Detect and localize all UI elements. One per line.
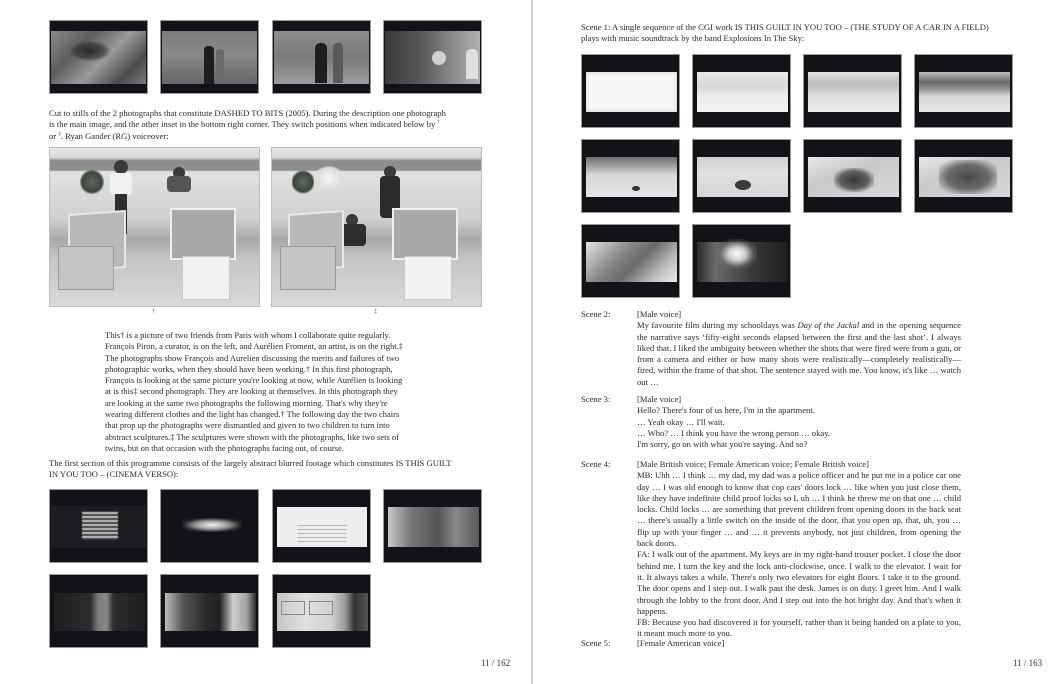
right-page xyxy=(533,0,1059,684)
scene-3-voice: [Male voice] xyxy=(637,394,682,404)
scene-4-voice: [Male British voice; Female American voice; Female British voice] xyxy=(637,459,869,469)
film-still-street-crowd xyxy=(49,20,148,94)
scene-3-line: I'm sorry, go on with what you're saying. And so? xyxy=(637,439,808,450)
intro-paragraph xyxy=(49,108,489,142)
photograph-1-mark: † xyxy=(152,309,155,315)
dagger-mark: † xyxy=(437,120,440,126)
car-still-sun-flare xyxy=(692,224,791,298)
intro-line-1: Cut to stills of the 2 photographs that constitute DASHED TO BITS (2005). During the description one photograph xyxy=(49,108,446,118)
film-still-two-men xyxy=(272,20,371,94)
car-still-horizon xyxy=(803,54,902,128)
scene-2-voice: [Male voice] xyxy=(637,309,682,319)
cinema-still-white-text xyxy=(49,489,148,563)
cinema-still-white-page xyxy=(272,489,371,563)
photograph-2-mark: ‡ xyxy=(374,309,377,315)
voiceover-line: abstract sculptures.‡ The sculptures were shown with the photographs, like two sets of xyxy=(105,431,399,442)
cinema-still-figure xyxy=(160,574,259,648)
car-still-closer xyxy=(914,139,1013,213)
film-title: Day of the Jackal xyxy=(797,320,860,331)
scene-5-label: Scene 5: xyxy=(581,638,611,648)
scene-4-body xyxy=(637,459,961,640)
voiceover-line: that prop up the photographs were dismantled and given to two children to turn into xyxy=(105,420,390,431)
voiceover-line: wearing different clothes and the light has changed.† The following day the two chairs xyxy=(105,409,400,420)
voiceover-line: at is this‡ second photograph. They are looking at themselves. In this photograph they xyxy=(105,386,398,397)
film-still-courtyard xyxy=(160,20,259,94)
scene1-intro xyxy=(581,22,1051,45)
scene-3-body xyxy=(637,394,961,450)
voiceover-line: This† is a picture of two friends from Paris with whom I collaborate quite regularly. xyxy=(105,330,391,340)
voiceover-paragraph xyxy=(105,330,435,454)
car-still-white xyxy=(581,54,680,128)
voiceover-line: photographic works, when they should have been working.† In this first photograph, xyxy=(105,363,393,374)
scene-3-line: … Yeah okay … I'll wait. xyxy=(637,416,725,427)
voiceover-line: François is looking at the same picture you're looking at now, while Aurélien is looking xyxy=(105,375,403,386)
photograph-1 xyxy=(49,147,260,307)
voiceover-line: are looking at the same two photographs the following morning. That's why they're xyxy=(105,397,388,408)
scene-5-voice: [Female American voice] xyxy=(637,638,725,648)
right-page-number: 11 / 163 xyxy=(1013,658,1043,668)
section-paragraph xyxy=(49,458,489,481)
scene-4-fa: FA: I walk out of the apartment. My keys are in my right-hand trouser pocket. I close the door behind me. I turn the key and the lock anti-clockwise, once. I walk to the elevator. I wait for it. It always takes a while. There's only two elevators for eight floors. I take it to the ground. The door opens and I step out. I walk past the desk. James is on duty. I greet him. And I walk through the lobby to the front door. And I step out into the hot bright day. And that's when it happens. xyxy=(637,549,961,616)
car-still-fade-in xyxy=(692,54,791,128)
intro-line-3: or ‡. Ryan Gander (RG) voiceover: xyxy=(49,130,169,141)
scene-4-fb: FB: Because you had discovered it for yourself, rather than it being handed on a plate to you, it meant much more to you. xyxy=(637,617,961,639)
scene1-line-1: Scene 1: A single sequence of the CGI work IS THIS GUILT IN YOU TOO – (THE STUDY OF A CAR IN A FIELD) xyxy=(581,22,989,32)
scene-3-line: … Who? … I think you have the wrong person … okay. xyxy=(637,427,831,438)
cinema-still-grey-blur xyxy=(383,489,482,563)
voiceover-line: François Piron, a curator, is on the left, and Aurélien Froment, an artist, is on the right.‡ xyxy=(105,341,404,352)
cinema-still-light-streak xyxy=(160,489,259,563)
scene1-line-2: plays with music soundtrack by the band Explosions In The Sky: xyxy=(581,33,805,44)
car-still-treeline xyxy=(914,54,1013,128)
scene-5-body xyxy=(637,638,961,649)
scene-4-label: Scene 4: xyxy=(581,459,611,469)
scene-2-label: Scene 2: xyxy=(581,309,611,319)
section-line-2: IN YOU TOO – (CINEMA VERSO): xyxy=(49,469,179,480)
photograph-2 xyxy=(271,147,482,307)
scene-2-text: My favourite film during my schooldays was Day of the Jackal and in the opening sequence the narrative says ‘fifty-eight seconds elapsed between the first and the last shot’. I always liked that. I liked the ambiguity between whether the shots that were fired were from a gun, or from a camera and either or how many shots were realistically—completely realistically—fired, within the frame of that shot. The sentence stayed with me. You know, it's like … watch out … xyxy=(637,320,961,387)
section-line-1: The first section of this programme consists of the largely abstract blurred footage which constitutes IS THIS GUILT xyxy=(49,458,452,468)
left-page-number: 11 / 162 xyxy=(481,658,511,668)
scene-2-body xyxy=(637,309,961,388)
car-still-close xyxy=(803,139,902,213)
car-still-approaching xyxy=(692,139,791,213)
voiceover-line: The photographs show François and Aurelien discussing the merits and failures of two xyxy=(105,352,400,363)
film-still-megaphone xyxy=(383,20,482,94)
scene-3-label: Scene 3: xyxy=(581,394,611,404)
cinema-still-signs xyxy=(272,574,371,648)
intro-line-2: is the main image, and the other inset in the bottom right corner. They switch positions when indicated below by † xyxy=(49,119,440,130)
scene-4-mb: MB: Uhh … I think … my dad, my dad was a police officer and he put me in a police car one day … I was old enough to know that cop cars' doors lock … like when you just close them, like they have indefinite child proof locks so I, uh … I think he threw me on that one … child locks. Child locks … are something that prevent children from opening doors in the back seat … there's usually a little switch on the inside of the door, that you open up, that, uh, you … flip up with your finger … and … it prevents anybody, not just children, from opening the back doors. xyxy=(637,470,961,549)
car-still-small-car xyxy=(581,139,680,213)
voiceover-line: twins, but on that occasion with the photographs facing out, of course. xyxy=(105,442,344,453)
car-still-very-close xyxy=(581,224,680,298)
double-dagger-mark: ‡ xyxy=(58,131,61,137)
cinema-still-window-light xyxy=(49,574,148,648)
scene-3-line: Hello? There's four of us here, I'm in the apartment. xyxy=(637,405,815,416)
